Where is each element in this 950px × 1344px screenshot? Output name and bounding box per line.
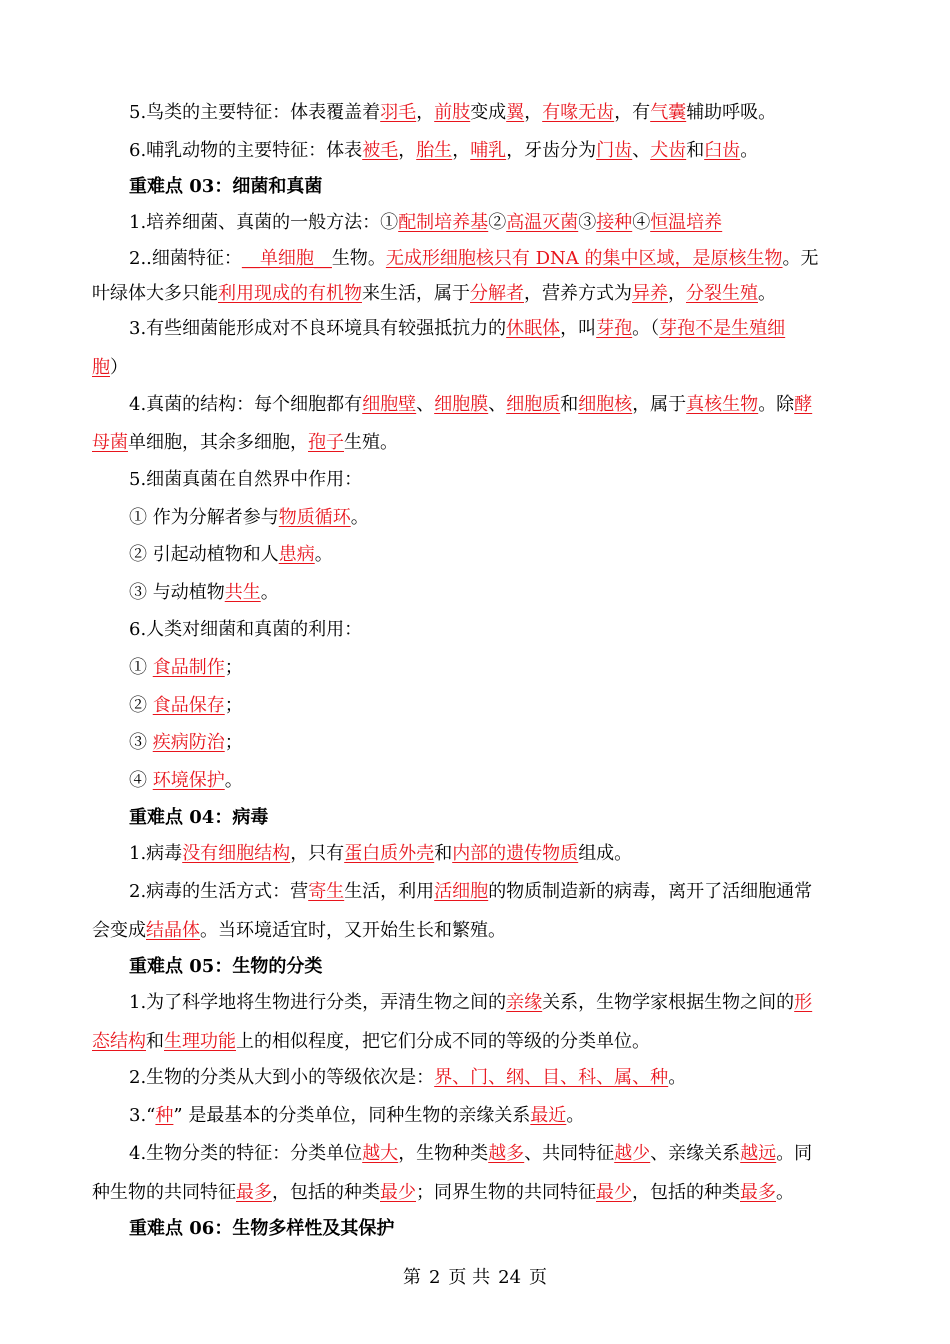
text-line <box>92 139 899 163</box>
answer-text: 被毛 <box>362 140 399 161</box>
line-text: ④ <box>129 770 153 791</box>
answer-text: 气囊 <box>650 102 687 123</box>
line-text: 重难点 05：生物的分类 <box>129 956 323 977</box>
answer-text: 界、门、纲、目、科、属、种 <box>434 1067 669 1088</box>
answer-text: 结晶体 <box>146 920 200 941</box>
answer-text: 越远 <box>740 1143 777 1164</box>
line-text: 。 <box>668 1067 687 1088</box>
line-text: 生活，利用 <box>344 881 435 902</box>
line-text: 4.生物分类的特征：分类单位 <box>129 1143 363 1164</box>
line-text: 单细胞，其余多细胞， <box>128 432 308 453</box>
answer-text: 哺乳 <box>470 140 507 161</box>
text-line <box>92 880 899 904</box>
answer-text: 分解者 <box>470 283 524 304</box>
line-text: ④ <box>632 212 651 233</box>
text-line <box>92 506 899 530</box>
line-text: ，牙齿分为 <box>506 140 597 161</box>
text-line <box>92 1142 899 1166</box>
line-text: ③ 与动植物 <box>129 582 225 603</box>
text-line <box>92 842 899 866</box>
answer-text: 食品保存 <box>152 695 225 716</box>
line-text: 。无 <box>782 248 819 269</box>
line-text: 、共同特征 <box>524 1143 615 1164</box>
answer-text: 酵 <box>794 394 813 415</box>
line-text: 、亲缘关系 <box>650 1143 741 1164</box>
answer-text: __单细胞__ <box>241 248 332 269</box>
answer-text: 蛋白质外壳 <box>344 843 435 864</box>
text-line <box>92 247 899 271</box>
answer-text: 种 <box>155 1105 174 1126</box>
answer-text: 异养 <box>632 283 668 304</box>
page-footer <box>0 1266 950 1290</box>
answer-text: 越少 <box>614 1143 651 1164</box>
answer-text: 羽毛 <box>380 102 417 123</box>
answer-text: 最多 <box>236 1182 272 1203</box>
answer-text: 最少 <box>380 1182 416 1203</box>
line-text: 生殖。 <box>344 432 398 453</box>
answer-text: 母菌 <box>92 432 128 453</box>
line-text: 3.“ <box>129 1105 156 1126</box>
text-line <box>92 1181 862 1205</box>
line-text: 。 <box>224 770 243 791</box>
answer-text: 高温灭菌 <box>506 212 579 233</box>
text-line <box>92 618 899 642</box>
line-text: 的物质制造新的病毒，离开了活细胞通常 <box>488 881 813 902</box>
line-text: 。同 <box>776 1143 813 1164</box>
line-text: 。 <box>566 1105 585 1126</box>
line-text: 2.生物的分类从大到小的等级依次是： <box>129 1067 435 1088</box>
line-text: ③ <box>129 732 153 753</box>
text-line <box>92 1066 899 1090</box>
text-line <box>92 543 899 567</box>
line-text: 。（ <box>632 318 660 339</box>
text-line <box>92 656 899 680</box>
text-line <box>92 317 899 341</box>
section-heading <box>92 955 899 979</box>
line-text: 会变成 <box>92 920 146 941</box>
answer-text: 越多 <box>488 1143 525 1164</box>
text-line <box>92 731 899 755</box>
section-heading <box>92 806 899 830</box>
answer-text: 越大 <box>362 1143 399 1164</box>
line-text: ； <box>224 732 243 753</box>
text-line <box>92 1104 899 1128</box>
line-text: ① 作为分解者参与 <box>129 507 279 528</box>
line-text: 5.鸟类的主要特征：体表覆盖着 <box>129 102 381 123</box>
line-text: 。 <box>776 1182 794 1203</box>
answer-text: 胎生 <box>416 140 453 161</box>
answer-text: 利用现成的有机物 <box>218 283 362 304</box>
line-text: 。 <box>314 544 333 565</box>
answer-text: 细胞壁 <box>362 394 417 415</box>
line-text: 和 <box>434 843 453 864</box>
answer-text: 食品制作 <box>152 657 225 678</box>
line-text: ， <box>452 140 471 161</box>
text-line <box>92 468 899 492</box>
footer-page-number: 2 <box>428 1267 441 1288</box>
line-text: 3.有些细菌能形成对不良环境具有较强抵抗力的 <box>129 318 507 339</box>
line-text: ，营养方式为 <box>524 283 632 304</box>
answer-text: 恒温培养 <box>650 212 723 233</box>
answer-text: 最少 <box>596 1182 632 1203</box>
answer-text: 亲缘 <box>506 992 543 1013</box>
answer-text: 内部的遗传物质 <box>452 843 579 864</box>
line-text: 重难点 04：病毒 <box>129 807 269 828</box>
line-text: 和 <box>146 1031 164 1052</box>
answer-text: 芽孢不是生殖细 <box>659 318 786 339</box>
line-text: 6.哺乳动物的主要特征：体表 <box>129 140 363 161</box>
line-text: 6.人类对细菌和真菌的利用： <box>129 619 363 640</box>
line-text: ，包括的种类 <box>632 1182 740 1203</box>
line-text: ， <box>416 102 435 123</box>
line-text: 变成 <box>470 102 507 123</box>
line-text: 。 <box>758 283 776 304</box>
answer-text: 患病 <box>278 544 315 565</box>
line-text: ， <box>668 283 686 304</box>
text-line <box>92 1030 862 1054</box>
line-text: 1.病毒 <box>129 843 183 864</box>
text-line <box>92 919 862 943</box>
line-text: 。 <box>260 582 279 603</box>
answer-text: 真核生物 <box>686 394 759 415</box>
line-text: 、 <box>632 140 651 161</box>
line-text: 4.真菌的结构：每个细胞都有 <box>129 394 363 415</box>
answer-text: 接种 <box>596 212 633 233</box>
answer-text: 臼齿 <box>704 140 741 161</box>
answer-text: 分裂生殖 <box>686 283 758 304</box>
line-text: ，属于 <box>632 394 687 415</box>
line-text: 5.细菌真菌在自然界中作用： <box>129 469 363 490</box>
line-text: 。除 <box>758 394 795 415</box>
answer-text: 犬齿 <box>650 140 687 161</box>
line-text: 上的相似程度，把它们分成不同的等级的分类单位。 <box>236 1031 650 1052</box>
answer-text: 最多 <box>740 1182 776 1203</box>
footer-prefix: 第 <box>402 1267 421 1288</box>
line-text: 组成。 <box>578 843 633 864</box>
answer-text: 细胞膜 <box>434 394 489 415</box>
answer-text: 环境保护 <box>152 770 225 791</box>
line-text: ） <box>110 357 128 378</box>
answer-text: 细胞质 <box>506 394 561 415</box>
line-text: 种生物的共同特征 <box>92 1182 236 1203</box>
line-text: 关系，生物学家根据生物之间的 <box>542 992 795 1013</box>
answer-text: 形 <box>794 992 813 1013</box>
answer-text: 休眠体 <box>506 318 561 339</box>
answer-text: 活细胞 <box>434 881 489 902</box>
line-text: ，只有 <box>290 843 345 864</box>
answer-text: 孢子 <box>308 432 344 453</box>
line-text: 2..细菌特征： <box>129 248 242 269</box>
line-text: ② 引起动植物和人 <box>129 544 279 565</box>
line-text: ” 是最基本的分类单位，同种生物的亲缘关系 <box>173 1105 531 1126</box>
answer-text: 寄生 <box>308 881 345 902</box>
line-text: ， <box>524 102 543 123</box>
line-text: 。 <box>350 507 369 528</box>
text-line <box>92 694 899 718</box>
answer-text: 疾病防治 <box>152 732 225 753</box>
answer-text: 态结构 <box>92 1031 146 1052</box>
answer-text: 门齿 <box>596 140 633 161</box>
answer-text: 翼 <box>506 102 525 123</box>
text-line <box>92 991 899 1015</box>
line-text: 1.为了科学地将生物进行分类，弄清生物之间的 <box>129 992 507 1013</box>
text-line <box>92 431 862 455</box>
line-text: 重难点 06：生物多样性及其保护 <box>129 1218 395 1239</box>
text-line <box>92 101 899 125</box>
section-heading <box>92 175 899 199</box>
line-text: ； <box>224 695 243 716</box>
answer-text: 有喙无齿 <box>542 102 615 123</box>
line-text: ，生物种类 <box>398 1143 489 1164</box>
line-text: 、 <box>488 394 507 415</box>
line-text: ② <box>129 695 153 716</box>
footer-suffix: 页 <box>529 1267 548 1288</box>
answer-text: 细胞核 <box>578 394 633 415</box>
line-text: ， <box>398 140 417 161</box>
line-text: 重难点 03：细菌和真菌 <box>129 176 323 197</box>
line-text: 1.培养细菌、真菌的一般方法：① <box>129 212 399 233</box>
footer-middle: 页 共 <box>448 1267 491 1288</box>
line-text: 和 <box>560 394 579 415</box>
answer-text: 共生 <box>224 582 261 603</box>
line-text: 、 <box>416 394 435 415</box>
section-heading <box>92 1217 899 1241</box>
line-text: ； <box>224 657 243 678</box>
text-line <box>92 282 862 306</box>
line-text: ，叫 <box>560 318 597 339</box>
line-text: 和 <box>686 140 705 161</box>
answer-text: 最近 <box>530 1105 567 1126</box>
answer-text: 芽孢 <box>596 318 633 339</box>
line-text: 。 <box>740 140 759 161</box>
line-text: ，有 <box>614 102 651 123</box>
line-text: 叶绿体大多只能 <box>92 283 218 304</box>
answer-text: 生理功能 <box>164 1031 236 1052</box>
footer-total-pages: 24 <box>498 1267 522 1288</box>
answer-text: 没有细胞结构 <box>182 843 291 864</box>
text-line <box>92 356 862 380</box>
line-text: 生物。 <box>331 248 386 269</box>
answer-text: 前肢 <box>434 102 471 123</box>
answer-text: 配制培养基 <box>398 212 489 233</box>
answer-text: 无成形细胞核只有 DNA 的集中区域，是原核生物 <box>385 248 783 269</box>
text-line <box>92 581 899 605</box>
line-text: ；同界生物的共同特征 <box>416 1182 596 1203</box>
text-line <box>92 769 899 793</box>
text-line <box>92 211 899 235</box>
line-text: ，包括的种类 <box>272 1182 380 1203</box>
text-line <box>92 393 899 417</box>
line-text: ① <box>129 657 153 678</box>
line-text: 辅助呼吸。 <box>686 102 777 123</box>
line-text: ② <box>488 212 507 233</box>
line-text: 来生活，属于 <box>362 283 470 304</box>
answer-text: 物质循环 <box>278 507 351 528</box>
line-text: ③ <box>578 212 597 233</box>
answer-text: 胞 <box>92 357 110 378</box>
line-text: 。当环境适宜时，又开始生长和繁殖。 <box>200 920 506 941</box>
line-text: 2.病毒的生活方式：营 <box>129 881 309 902</box>
